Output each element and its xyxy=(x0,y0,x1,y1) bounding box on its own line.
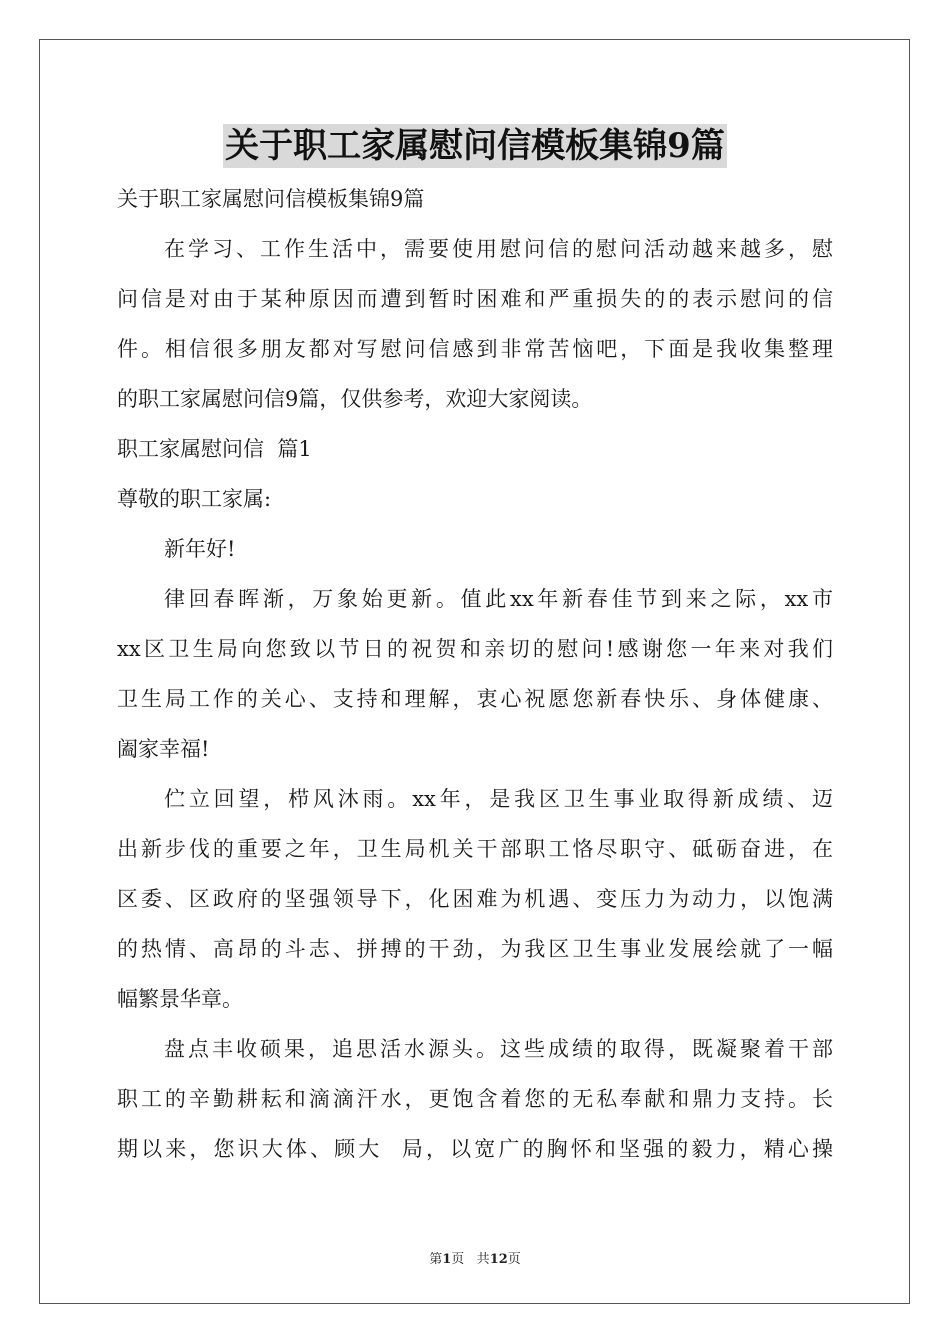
paragraph-line: 盘点丰收硕果，追思活水源头。这些成绩的取得，既凝聚着干部 xyxy=(164,1037,833,1061)
paragraph-line: 在学习、工作生活中，需要使用慰问信的慰问活动越来越多，慰 xyxy=(164,237,833,261)
paragraph-line: 的职工家属慰问信9篇，仅供参考，欢迎大家阅读。 xyxy=(117,387,593,411)
total-prefix: 共 xyxy=(476,1252,490,1267)
paragraph-line: xx区卫生局向您致以节日的祝贺和亲切的慰问!感谢您一年来对我们 xyxy=(117,637,833,661)
total-suffix: 页 xyxy=(507,1252,521,1267)
total-pages: 12 xyxy=(489,1252,508,1267)
paragraph-line: 律回春晖渐，万象始更新。值此xx年新春佳节到来之际，xx市 xyxy=(164,587,833,611)
paragraph-line: 区委、区政府的坚强领导下，化困难为机遇、变压力为动力，以饱满 xyxy=(117,887,833,911)
title-block xyxy=(0,124,950,168)
greeting: 新年好! xyxy=(164,537,236,561)
subtitle-line: 关于职工家属慰问信模板集锦9篇 xyxy=(117,187,425,211)
paragraph-line: 职工的辛勤耕耘和滴滴汗水，更饱含着您的无私奉献和鼎力支持。长 xyxy=(117,1087,833,1111)
paragraph-line: 的热情、高昂的斗志、拼搏的干劲，为我区卫生事业发展绘就了一幅 xyxy=(117,937,833,961)
paragraph-line: 幅繁景华章。 xyxy=(117,987,243,1011)
paragraph-line: 期以来，您识大体、顾大 局，以宽广的胸怀和坚强的毅力，精心操 xyxy=(117,1137,833,1161)
paragraph-line: 卫生局工作的关心、支持和理解，衷心祝愿您新春快乐、身体健康、 xyxy=(117,687,833,711)
salutation: 尊敬的职工家属: xyxy=(117,487,272,511)
paragraph-line: 件。相信很多朋友都对写慰问信感到非常苦恼吧，下面是我收集整理 xyxy=(117,337,833,361)
paragraph-line: 问信是对由于某种原因而遭到暂时困难和严重损失的的表示慰问的信 xyxy=(117,287,833,311)
page-number: 1 xyxy=(442,1252,452,1267)
document-body xyxy=(117,174,833,1174)
page-footer xyxy=(0,1248,950,1267)
paragraph-line: 阖家幸福! xyxy=(117,737,210,761)
paragraph-line: 伫立回望，栉风沐雨。xx年，是我区卫生事业取得新成绩、迈 xyxy=(164,787,833,811)
section-heading: 职工家属慰问信 篇1 xyxy=(117,437,312,461)
document-title: 关于职工家属慰问信模板集锦9篇 xyxy=(225,126,725,166)
paragraph-line: 出新步伐的重要之年，卫生局机关干部职工恪尽职守、砥砺奋进，在 xyxy=(117,837,833,861)
page-prefix: 第 xyxy=(429,1252,443,1267)
page-suffix: 页 xyxy=(451,1252,465,1267)
